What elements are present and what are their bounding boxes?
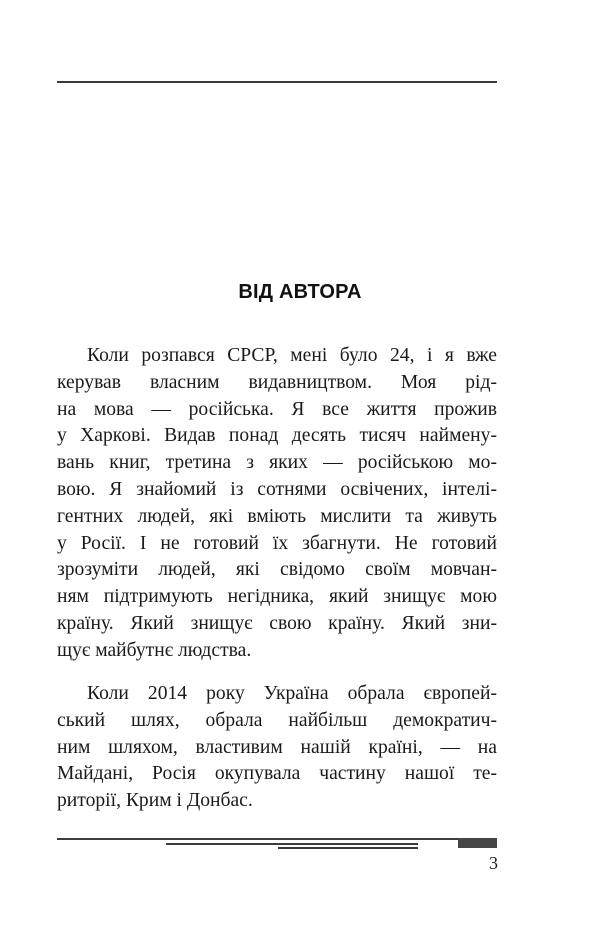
text-line: щує майбутнє людства. — [57, 639, 252, 661]
text-line: вою. Я знайомий із сотнями освічених, інтелі- — [57, 478, 497, 500]
paragraph-1 — [57, 343, 497, 665]
text-line: керував власним видавництвом. Моя рід- — [57, 371, 497, 393]
footer-rule-middle — [166, 843, 418, 845]
text-line: вань книг, третина з яких — російською мо- — [57, 452, 497, 474]
text-line: ням підтримують негідника, який знищує мою — [57, 586, 497, 608]
text-line: гентних людей, які вміють мислити та живуть — [57, 505, 497, 527]
text-line: Коли розпався СРСР, мені було 24, і я вже — [87, 345, 497, 366]
header-rule — [57, 81, 497, 83]
paragraph-2 — [57, 681, 497, 815]
text-line: у Росії. І не готовий їх збагнути. Не готовий — [57, 532, 497, 554]
text-line: Майдані, Росія окупувала частину нашої те- — [57, 763, 497, 785]
text-line: зрозуміти людей, які свідомо своїм мовчан- — [57, 559, 497, 581]
text-line: на мова — російська. Я все життя прожив — [57, 398, 497, 420]
text-line: у Харкові. Видав понад десять тисяч наймену- — [57, 425, 497, 447]
chapter-heading: ВІД АВТОРА — [238, 281, 362, 303]
text-line: ський шлях, обрала найбільш демократич- — [57, 709, 497, 731]
page-number: 3 — [489, 853, 498, 873]
footer-rule-short — [278, 847, 418, 849]
footer-decorative-block — [458, 838, 497, 848]
footer-rule-long — [57, 838, 497, 840]
text-line: Коли 2014 року Україна обрала європей- — [87, 683, 497, 704]
text-line: ним шляхом, властивим нашій країні, — на — [57, 736, 497, 758]
text-line: риторії, Крим і Донбас. — [57, 790, 253, 812]
text-line: країну. Який знищує свою країну. Який зни- — [57, 612, 497, 634]
